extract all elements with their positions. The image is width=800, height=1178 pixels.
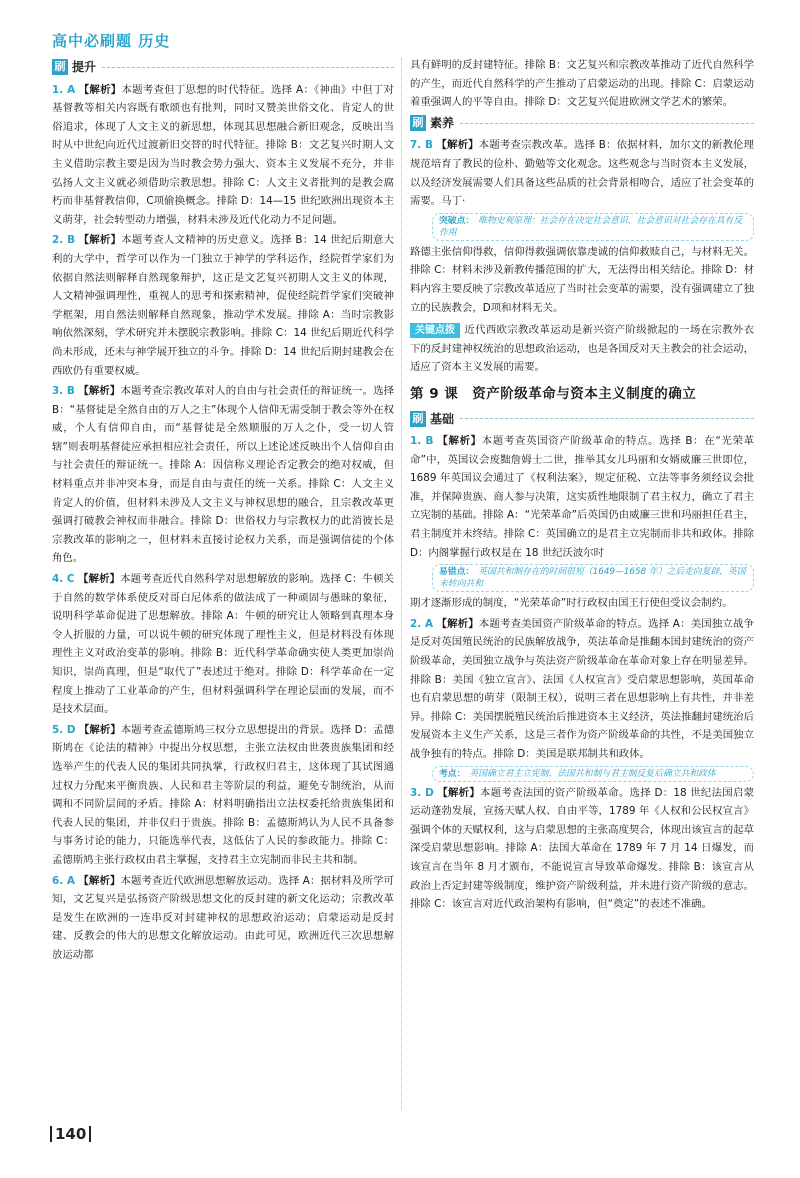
answer-item-7 (410, 136, 754, 210)
section-rule (460, 418, 754, 419)
analysis-tag: 【解析】 (78, 573, 121, 586)
section-rule (102, 67, 394, 68)
section-mark: 刷 (52, 59, 68, 75)
column-divider (401, 58, 402, 1110)
answer-text: 本题考查人文精神的历史意义。选择 B：14 世纪后期意大利的大学中，哲学可以作为一门独立于神学的学科运作，经院哲学家们为依据自然法则解释自然现象辩护，这正是文艺复兴初期人文主义的体现，人文精神强调理性，重视人的思考和探索精神，促使经院哲学家们突破神学框架，用自然法则解释自然现象，推动学术发展。排除 A：当时宗教影响依然深刻，学术研究并未摆脱宗教影响。排除 C：14 世纪后期近代科学尚未形成，还未与神学展开独立的斗争。排除 D：14 世纪后期封建教会在西欧仍有重要权威。 (52, 234, 394, 377)
right-column (410, 56, 754, 916)
analysis-tag: 【解析】 (78, 83, 122, 96)
answer-number: 3. D (410, 786, 434, 799)
keypoint-text: 近代西欧宗教改革运动是新兴资产阶级掀起的一场在宗教外衣下的反封建神权统治的思想政治运动，也是各国反对天主教会的社会运动，适应了资本主义发展的需要。 (410, 324, 754, 374)
page-header-title: 高中必刷题 历史 (52, 32, 171, 50)
answer-item-l9-3 (410, 784, 754, 914)
answer-number: 6. A (52, 874, 75, 887)
answer-item-l9-2 (410, 615, 754, 764)
section-header-suyang (410, 114, 754, 133)
answer-text: 本题考查法国的资产阶级革命。选择 D：18 世纪法国启蒙运动蓬勃发展，宣扬天赋人权、自由平等，1789 年《人权和公民权宣言》强调个体的天赋权利，这与启蒙思想的主张高度契合，体现出该宣言的起草深受启蒙思想影响。排除 A：法国大革命在 1789 年 7 月 14 日爆发，而该宣言在当年 8 月才颁布，不能说宣言导致革命爆发。排除 B：该宣言从政治上否定封建等级制度，维护资产阶级利益，并未进行资产阶级的意志。排除 C：该宣言对近代政治架构有影响，但“奠定”的表述不准确。 (410, 786, 755, 911)
section-title: 基础 (430, 411, 455, 426)
analysis-tag: 【解析】 (78, 234, 122, 247)
error-prone-note (432, 564, 754, 592)
lesson-title: 第 9 课 资产阶级革命与资本主义制度的确立 (410, 385, 697, 402)
section-header-tisheng (52, 58, 394, 77)
answer-number: 1. B (410, 435, 434, 448)
answer-item-5 (52, 721, 394, 870)
note-text: 唯物史观原理：社会存在决定社会意识，社会意识对社会存在具有反作用 (439, 215, 743, 238)
answer-number: 3. B (52, 385, 75, 398)
answer-item-l9-1-continued: 期才逐渐形成的制度，“光荣革命”时行政权由国王行使但受议会制约。 (410, 597, 733, 610)
note-label: 考点： (439, 768, 466, 779)
continuation-text: 具有鲜明的反封建特征。排除 B：文艺复兴和宗教改革推动了近代自然科学的产生，而近代自然科学的产生推动了启蒙运动的出现。排除 C：启蒙运动着重强调人的平等自由。排除 D：文艺复兴促进欧洲文学艺术的繁荣。 (410, 59, 754, 109)
answer-number: 2. A (410, 617, 434, 630)
page-number: 140 (50, 1126, 91, 1142)
note-label: 易错点： (439, 567, 475, 578)
answer-text: 本题考查宗教改革对人的自由与社会责任的辩证统一。选择 B：“基督徒是全然自由的万人之主”体现个人信仰无需受制于教会等外在权威，个人有信仰自由，而“基督徒是全然顺服的万人之仆，受一切人管辖”则表明基督徒应承担相应社会责任，所以上述论述反映出个人信仰自由与社会责任的辩证统一。排除 A：因信称义理论否定教会的绝对权威，但材料重点并非冲突本身，而是自由与责任的统一关系。排除 C：人文主义肯定人的价值，但材料未涉及人文主义与神权思想的融合，且宗教改革更强调打破教会神权而非融合。排除 D：世俗权力与宗教权力的此消彼长是宗教改革的影响之一，但材料未直接讨论权力关系，而是强调信徒的个体角色。 (52, 385, 395, 565)
section-mark: 刷 (410, 411, 426, 427)
left-column (52, 56, 394, 967)
answer-text: 本题考查美国资产阶级革命的特点。选择 A：美国独立战争是反对英国殖民统治的民族解放战争，英法革命是推翻本国封建统治的资产阶级革命，美国独立战争与英法资产阶级革命在革命对象上存在明显差异。排除 B：美国《独立宣言》、法国《人权宣言》受启蒙思想影响，英国革命也有启蒙思想的萌芽（限制王权），说明三者在思想影响上有共性，并非差异。排除 C：美国摆脱殖民统治后推进资本主义经济，英法推翻封建统治后发展资本主义生产关系，这是三者作为资产阶级革命的共性，不是美国独立战争独有的特点。排除 D：美国是联邦制共和政体。 (410, 617, 754, 760)
keypoint-box (410, 321, 754, 377)
section-title: 提升 (72, 60, 97, 74)
exam-point-note (432, 766, 754, 782)
answer-item-2 (52, 231, 394, 380)
note-text: 英国共和制存在的时间很短（1649—1658 年）之后走向复辟，英国未转向共和 (439, 567, 746, 590)
answer-item-l9-1 (410, 432, 754, 562)
answer-text: 本题考查但丁思想的时代特征。选择 A：《神曲》中但丁对基督教等相关内容既有歌颂也有批判，同时又赞美世俗文化、肯定人的世俗追求，体现了人文主义的新思想，体现其思想融合新旧观念，反映出当时从中世纪向近代过渡新旧交替的时代特征。排除 B：文艺复兴时期人文主义借助宗教主要是因为当时教会势力强大、资本主义发展不充分，并非弘扬人文主义就必须借助宗教思想。排除 C：人文主义者批判的是教会腐朽而非基督教信仰，C项偷换概念。排除 D：14—15 世纪欧洲出现资本主义萌芽，社会转型动力增强，材料未涉及近代化动力不足问题。 (52, 83, 394, 226)
answer-item-4 (52, 570, 394, 719)
answer-item-6 (52, 872, 394, 965)
answer-item-7-continued: 路德主张信仰得救，信仰得救强调依靠虔诚的信仰救赎自己，与材料无关。排除 C：材料未涉及新教传播范围的扩大，无法得出相关结论。排除 D：材料内容主要反映了宗教改革适应了当时社会变革的需要，没有强调建立了独立的民族教会，D项和材料无关。 (410, 245, 754, 314)
section-title: 素养 (430, 115, 455, 130)
answer-text: 本题考查近代欧洲思想解放运动。选择 A：据材料及所学可知，文艺复兴是弘扬资产阶级思想文化的反封建的新文化运动；宗教改革是发生在欧洲的一连串反对封建神权的思想政治运动；启蒙运动是反封建、反教会的伟大的思想文化解放运动。由此可见，欧洲近代三次思想解放运动都 (52, 874, 394, 961)
answer-text: 本题考查宗教改革。选择 B：依据材料，加尔文的新教伦理规范培育了教民的俭朴、勤勉等文化观念。这些观念与当时资本主义发展，以及经济发展需要人们具备这些品质的社会背景相吻合，适应了社会变革的需要。马丁· (410, 139, 754, 208)
analysis-tag: 【解析】 (436, 139, 479, 152)
note-label: 突破点： (439, 215, 475, 226)
analysis-tag: 【解析】 (78, 874, 121, 887)
answer-item-1 (52, 81, 394, 230)
answer-item-3 (52, 382, 394, 568)
breakthrough-note (432, 213, 754, 241)
analysis-tag: 【解析】 (78, 723, 121, 736)
analysis-tag: 【解析】 (436, 617, 479, 630)
keypoint-label: 关键点拨 (410, 323, 460, 338)
answer-text: 本题考查英国资产阶级革命的特点。选择 B：在“光荣革命”中，英国议会废黜詹姆士二世，推举其女儿玛丽和女婿威廉三世即位，1689 年英国议会通过了《权利法案》，规定征税、立法等事务须经议会批准，并保障贵族、商人参与决策，这实质性地限制了君主权力，确立了君主立宪制的基础。排除 A：“光荣革命”后英国仍由威廉三世和玛丽担任君主，君主制度并未终结。排除 C：英国确立的是君主立宪制而非共和政体。排除 D：内阁掌握行政权是在 18 世纪沃波尔时 (410, 435, 755, 559)
answer-number: 1. A (52, 83, 76, 96)
section-mark: 刷 (410, 115, 426, 131)
answer-number: 5. D (52, 723, 76, 736)
answer-number: 2. B (52, 234, 75, 247)
answer-text: 本题考查近代自然科学对思想解放的影响。选择 C：牛顿关于自然的数学体系使反对哥白尼体系的做法成了一种顽固与愚昧的象征，说明科学革命促进了思想解放。排除 A：牛顿的研究让人领略到真理本身令人折服的力量，可以说牛顿的研究体现了理性主义，但是材料没有体现理性主义对政治变革的影响。排除 B：近代科学革命确实使人类更加崇尚知识，崇尚真理，但是“取代了”表述过于绝对。排除 D：科学革命在一定程度上推动了工业革命的产生，但材料强调科学在理论层面的发展，而不是技术层面。 (52, 573, 395, 716)
section-rule (460, 123, 754, 124)
answer-number: 4. C (52, 573, 75, 586)
note-text: 英国确立君主立宪制，法国共和制与君主制反复后确立共和政体 (469, 768, 716, 779)
analysis-tag: 【解析】 (437, 786, 481, 799)
answer-number: 7. B (410, 139, 433, 152)
answer-text: 本题考查孟德斯鸠三权分立思想提出的背景。选择 D：孟德斯鸠在《论法的精神》中提出分权思想，主张立法权由世袭贵族集团和经选举产生的代表人民的集团共同执掌，行政权归君主，这体现了其试图通过权力分配来平衡贵族、人民和君主等阶层的利益，避免专制统治，从而调和不同阶层间的矛盾。排除 A：材料明确指出立法权委托给贵族集团和代表人民的集团，并非仅归于贵族。排除 B：孟德斯鸠认为人民不具备参与事务讨论的能力，只能选举代表，这低估了人民的参政能力。排除 C：孟德斯鸠主张行政权由君主掌握，支持君主立宪制而非民主共和制。 (52, 723, 394, 866)
analysis-tag: 【解析】 (437, 435, 482, 448)
analysis-tag: 【解析】 (78, 385, 121, 398)
section-header-jichu (410, 410, 754, 429)
